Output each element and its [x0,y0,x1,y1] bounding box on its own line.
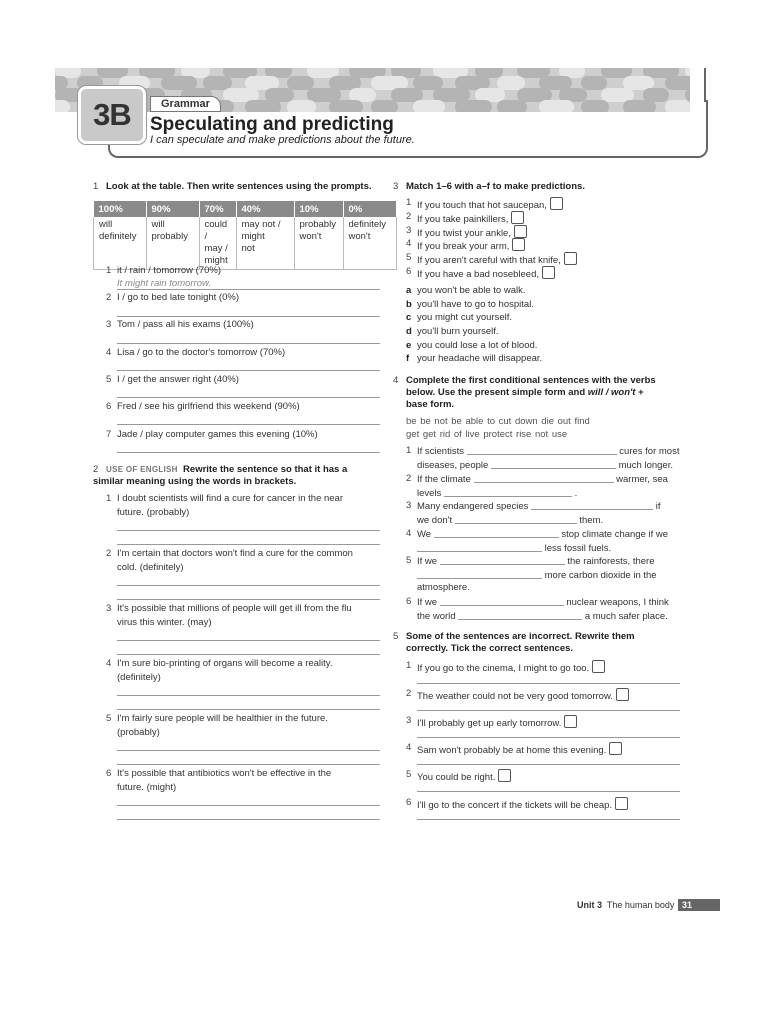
option-letter: c [406,312,412,323]
exercise-instruction: Some of the sentences are incorrect. Rewrite them [406,631,635,642]
example-answer: It might rain tomorrow. [117,278,211,289]
answer-line[interactable] [117,640,380,641]
gap-sentence: levels . [417,488,578,499]
answer-line[interactable] [117,452,380,453]
match-item: If you have a bad nosebleed, [417,266,555,280]
tick-box[interactable] [616,688,629,701]
answer-line[interactable] [417,683,680,684]
gap[interactable] [491,459,616,469]
page-subtitle: I can speculate and make predictions about the future. [150,134,415,146]
item-number: 3 [406,500,412,511]
match-item: If you touch that hot saucepan, [417,197,563,211]
prompt-text: Fred / see his girlfriend this weekend (90%) [117,401,300,412]
sentence-text: future. (probably) [117,507,190,518]
item-number: 2 [406,473,412,484]
sentence-text: It's possible that antibiotics won't be effective in the [117,768,332,779]
gap[interactable] [417,542,542,552]
item-number: 6 [106,401,112,412]
gap-sentence: If scientists cures for most [417,446,680,457]
pattern-pill [55,100,70,112]
item-number: 2 [406,688,412,699]
prompt-text: it / rain / tomorrow (70%) [117,265,221,276]
exercise-instruction: Match 1–6 with a–f to make predictions. [406,181,585,192]
option-letter: d [406,326,412,337]
item-number: 4 [106,658,112,669]
gap[interactable] [440,555,565,565]
gap[interactable] [458,610,582,620]
answer-box[interactable] [550,197,563,210]
exercise-instruction: Complete the first conditional sentences with the verbs [406,375,656,386]
table-row [94,217,397,270]
sentence-text: I'm fairly sure people will be healthier in the future. [117,713,328,724]
item-number: 1 [406,445,412,456]
option-letter: a [406,285,412,296]
item-number: 1 [406,660,412,671]
table-header: 40% [236,201,294,217]
sentence-text: I'll go to the concert if the tickets will be cheap. [417,797,628,811]
gap[interactable] [440,596,564,606]
answer-line[interactable] [117,654,380,655]
answer-line[interactable] [117,585,380,586]
item-number: 6 [406,266,412,277]
answer-line[interactable] [117,370,380,371]
sentence-text: (probably) [117,727,160,738]
option-text: your headache will disappear. [417,353,543,364]
gap-sentence: Many endangered species if [417,501,661,512]
page-title: Speculating and predicting [150,114,394,135]
exercise-number: 3 [393,181,399,192]
gap[interactable] [444,487,572,497]
item-number: 7 [106,429,112,440]
answer-line[interactable] [117,805,380,806]
verb-list: get get rid of live protect rise not use [406,429,568,440]
gap-sentence: If we nuclear weapons, I think [417,597,669,608]
item-number: 6 [406,797,412,808]
item-number: 4 [406,238,412,249]
item-number: 3 [406,715,412,726]
prompt-text: I / get the answer right (40%) [117,374,239,385]
exercise-instruction-cont: base form. [406,399,455,410]
option-letter: b [406,299,412,310]
item-number: 6 [106,768,112,779]
exercise-instruction-cont: below. Use the present simple form and will / won't + [406,387,644,398]
answer-line[interactable] [417,710,680,711]
item-number: 2 [106,548,112,559]
header-frame-right [690,68,706,102]
sentence-text: If you go to the cinema, I might to go too. [417,660,605,674]
item-number: 4 [406,742,412,753]
lesson-badge: 3B [78,86,146,144]
tick-box[interactable] [615,797,628,810]
item-number: 5 [106,713,112,724]
option-text: you won't be able to walk. [417,285,526,296]
gap[interactable] [467,445,617,455]
item-number: 3 [106,603,112,614]
prompt-text: Jade / play computer games this evening (10%) [117,429,318,440]
tick-box[interactable] [564,715,577,728]
item-number: 4 [106,347,112,358]
item-number: 2 [406,211,412,222]
pattern-pill [581,76,607,90]
table-header: 90% [146,201,199,217]
item-number: 5 [106,374,112,385]
answer-line[interactable] [417,819,680,820]
sentence-text: Sam won't probably be at home this evening. [417,742,622,756]
exercise-instruction-cont: similar meaning using the words in brackets. [93,476,297,487]
tick-box[interactable] [592,660,605,673]
use-of-english-tag: USE OF ENGLISH [106,465,178,474]
answer-line[interactable] [417,764,680,765]
table-cell: definitely won't [343,217,396,270]
sentence-text: virus this winter. (may) [117,617,212,628]
table-header: 10% [294,201,343,217]
exercise-instruction: USE OF ENGLISH Rewrite the sentence so that it has a [106,464,348,475]
answer-line[interactable] [117,343,380,344]
item-number: 5 [406,555,412,566]
match-item: If you break your arm, [417,238,525,252]
answer-line[interactable] [117,599,380,600]
answer-line[interactable] [117,695,380,696]
exercise-instruction: Look at the table. Then write sentences using the prompts. [106,181,372,192]
gap-sentence: We stop climate change if we [417,529,669,540]
answer-line[interactable] [117,544,380,545]
answer-line[interactable] [117,764,380,765]
item-number: 5 [406,769,412,780]
sentence-text: cold. (definitely) [117,562,184,573]
table-cell: may not / might not [236,217,294,270]
sentence-text: I'm certain that doctors won't find a cure for the common [117,548,353,559]
table-header-row [94,201,397,217]
page-number: 31 [678,899,720,911]
gap-sentence: diseases, people much longer. [417,460,673,471]
item-number: 5 [406,252,412,263]
exercise-number: 1 [93,181,99,192]
option-text: you could lose a lot of blood. [417,340,538,351]
prompt-text: Lisa / go to the doctor's tomorrow (70%) [117,347,286,358]
answer-line[interactable] [117,316,380,317]
exercise-number: 5 [393,631,399,642]
answer-line[interactable] [417,737,680,738]
answer-box[interactable] [514,225,527,238]
gap-sentence: If the climate warmer, sea [417,474,668,485]
sentence-text: I'll probably get up early tomorrow. [417,715,577,729]
exercise-instruction-cont: correctly. Tick the correct sentences. [406,643,574,654]
gap[interactable] [531,500,653,510]
answer-box[interactable] [512,238,525,251]
answer-box[interactable] [564,252,577,265]
answer-line[interactable] [117,819,380,820]
answer-line[interactable] [117,750,380,751]
section-tag: Grammar [150,96,221,112]
tick-box[interactable] [609,742,622,755]
gap[interactable] [455,514,577,524]
answer-line[interactable] [117,424,380,425]
sentence-text: The weather could not be very good tomorrow. [417,688,629,702]
item-number: 4 [406,528,412,539]
answer-box[interactable] [511,211,524,224]
match-item: If you twist your ankle, [417,225,527,239]
item-number: 6 [406,596,412,607]
option-letter: e [406,340,412,351]
gap-sentence: we don't them. [417,515,604,526]
gap-sentence: atmosphere. [417,582,470,593]
item-number: 3 [406,225,412,236]
sentence-text: (definitely) [117,672,161,683]
answer-line[interactable] [117,530,380,531]
gap-sentence: more carbon dioxide in the [417,569,657,581]
option-text: you'll burn yourself. [417,326,499,337]
table-header: 70% [199,201,236,217]
exercise-number: 4 [393,375,399,386]
tick-box[interactable] [498,769,511,782]
item-number: 2 [106,292,112,303]
pattern-pill [665,76,690,90]
table-cell: will definitely [94,217,147,270]
table-cell: could / may / might [199,217,236,270]
answer-line[interactable] [117,289,380,290]
table-header: 0% [343,201,396,217]
sentence-text: You could be right. [417,769,511,783]
answer-line[interactable] [117,397,380,398]
table-cell: will probably [146,217,199,270]
verb-list: be be not be able to cut down die out find [406,416,590,427]
sentence-text: It's possible that millions of people will get ill from the flu [117,603,352,614]
option-letter: f [406,353,410,364]
sentence-text: future. (might) [117,782,177,793]
option-text: you might cut yourself. [417,312,513,323]
table-header: 100% [94,201,147,217]
exercise-number: 2 [93,464,99,475]
sentence-text: I'm sure bio-printing of organs will become a reality. [117,658,333,669]
item-number: 1 [106,265,112,276]
answer-box[interactable] [542,266,555,279]
gap[interactable] [434,528,559,538]
item-number: 1 [106,493,112,504]
prompt-text: I / go to bed late tonight (0%) [117,292,239,303]
sentence-text: I doubt scientists will find a cure for cancer in the near [117,493,344,504]
option-text: you'll have to go to hospital. [417,299,534,310]
item-number: 3 [106,319,112,330]
gap-sentence: less fossil fuels. [417,542,611,554]
answer-line[interactable] [417,791,680,792]
match-item: If you aren't careful with that knife, [417,252,577,266]
footer-unit: Unit 3 The human body [577,900,675,910]
answer-line[interactable] [117,709,380,710]
match-item: If you take painkillers, [417,211,524,225]
gap[interactable] [417,569,542,579]
gap-sentence: If we the rainforests, there [417,556,655,567]
gap[interactable] [474,473,614,483]
item-number: 1 [406,197,412,208]
prompt-text: Tom / pass all his exams (100%) [117,319,254,330]
gap-sentence: the world a much safer place. [417,611,668,622]
table-cell: probably won't [294,217,343,270]
probability-table [93,201,397,270]
